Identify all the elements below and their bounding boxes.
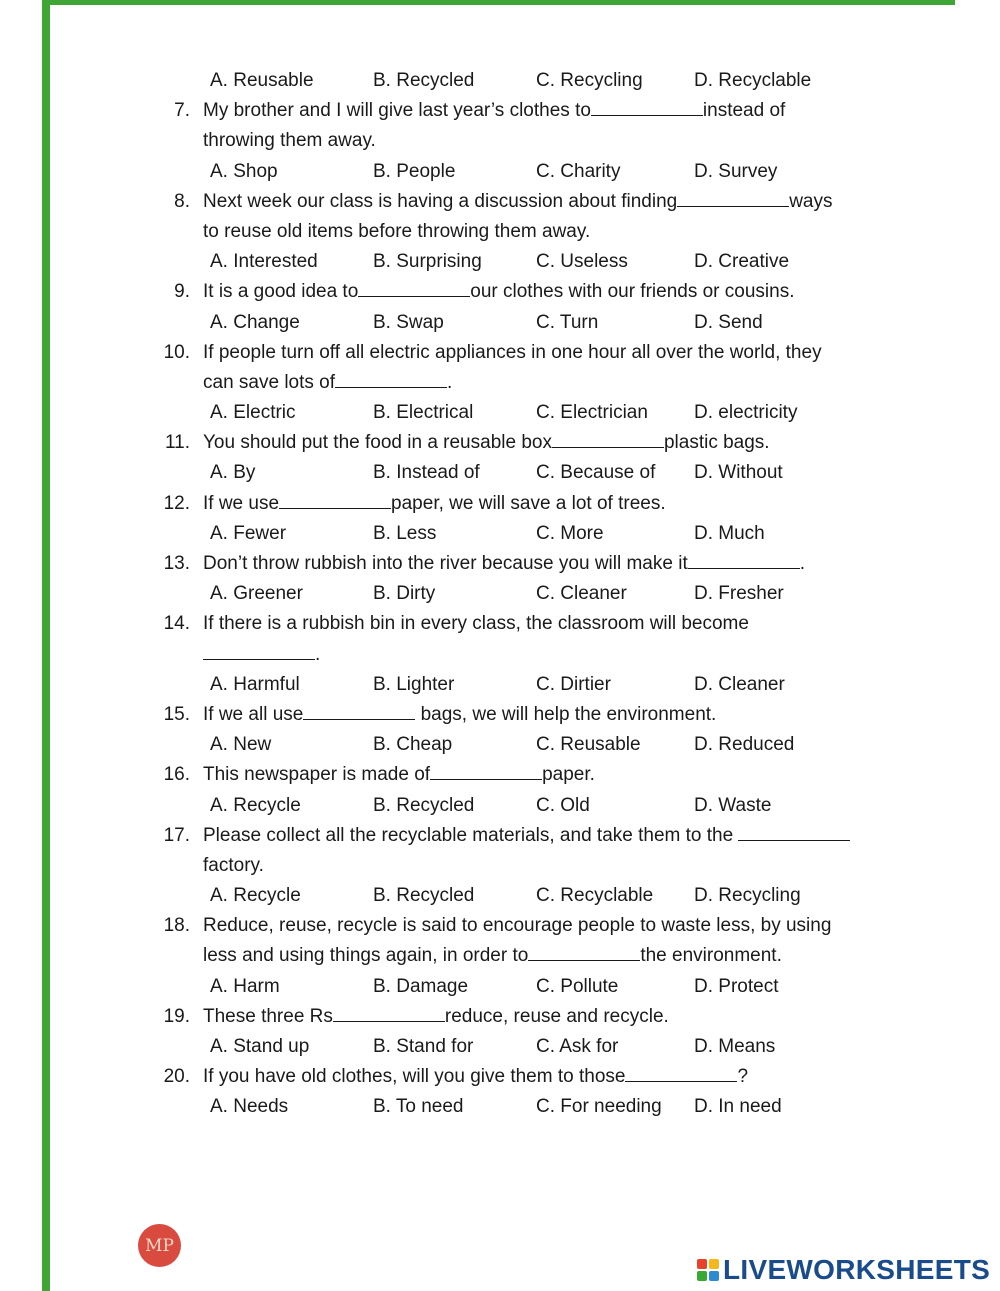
question-number: 13.	[163, 553, 190, 574]
option-a[interactable]: A. Harmful	[210, 673, 300, 695]
option-d[interactable]: D. Protect	[694, 975, 779, 997]
option-a[interactable]: A. Needs	[210, 1096, 289, 1118]
option-c[interactable]: C. For needing	[536, 1096, 662, 1118]
option-a[interactable]: A. Recycle	[210, 794, 301, 816]
question-line	[0, 1002, 1000, 1032]
option-d[interactable]: D. Survey	[694, 160, 778, 182]
question-line	[0, 126, 1000, 156]
question-text: Don’t throw rubbish into the river because you will make it .	[203, 549, 805, 579]
question-text: If people turn off all electric appliances in one hour all over the world, they	[203, 341, 822, 363]
option-b[interactable]: B. Less	[373, 522, 437, 544]
option-c[interactable]: C. More	[536, 522, 604, 544]
question-number: 14.	[163, 613, 190, 635]
question-text: less and using things again, in order to the environment.	[203, 941, 782, 971]
option-d[interactable]: D. Recycling	[694, 885, 801, 907]
option-b[interactable]: B. Instead of	[373, 462, 480, 484]
answer-blank[interactable]	[591, 97, 703, 116]
option-d[interactable]: D. Much	[694, 522, 765, 544]
liveworksheets-logo	[697, 1254, 990, 1286]
option-a[interactable]: A. Fewer	[210, 522, 287, 544]
option-c[interactable]: C. Old	[536, 794, 590, 816]
option-d[interactable]: D. Fresher	[694, 583, 784, 605]
question-number: 12.	[163, 492, 190, 514]
question-line	[0, 187, 1000, 217]
option-b[interactable]: B. To need	[373, 1096, 464, 1118]
option-d[interactable]: D. Reduced	[694, 734, 795, 756]
options-row	[0, 398, 1000, 428]
option-b[interactable]: B. Stand for	[373, 1036, 474, 1057]
question-line	[0, 760, 1000, 790]
question-line	[0, 368, 1000, 398]
option-a[interactable]: A. Harm	[210, 975, 280, 997]
options-row	[0, 972, 1000, 1002]
options-row	[0, 791, 1000, 821]
answer-blank[interactable]	[625, 1063, 737, 1082]
option-a[interactable]: A. Recycle	[210, 885, 301, 907]
option-c[interactable]: C. Recyclable	[536, 885, 654, 907]
question-number: 7.	[174, 100, 190, 122]
question-number: 15.	[163, 703, 190, 725]
option-c[interactable]: C. Recycling	[536, 70, 643, 91]
answer-blank[interactable]	[528, 942, 640, 961]
option-a[interactable]: A. Greener	[210, 583, 303, 605]
options-row	[0, 1032, 1000, 1062]
option-c[interactable]: C. Ask for	[536, 1036, 619, 1057]
option-b[interactable]: B. Lighter	[373, 673, 455, 695]
question-text: It is a good idea to our clothes with our friends or cousins.	[203, 277, 795, 307]
option-b[interactable]: B. Electrical	[373, 402, 474, 424]
question-number: 8.	[174, 190, 190, 212]
answer-blank[interactable]	[279, 490, 391, 509]
brand-name: LIVEWORKSHEETS	[723, 1254, 991, 1285]
option-c[interactable]: C. Turn	[536, 311, 599, 333]
option-d[interactable]: D. Waste	[694, 794, 772, 816]
question-text: .	[203, 640, 320, 670]
option-b[interactable]: B. Cheap	[373, 734, 453, 756]
options-row	[0, 66, 1000, 96]
option-c[interactable]: C. Electrician	[536, 402, 648, 424]
option-b[interactable]: B. Surprising	[373, 251, 482, 273]
options-row	[0, 1092, 1000, 1122]
option-b[interactable]: B. Swap	[373, 311, 444, 333]
question-line	[0, 428, 1000, 458]
option-d[interactable]: D. Creative	[694, 251, 790, 273]
question-text: My brother and I will give last year’s clothes to instead of	[203, 96, 785, 126]
question-number: 16.	[163, 764, 190, 786]
question-text: factory.	[203, 854, 264, 876]
answer-blank[interactable]	[677, 188, 789, 207]
question-text: If you have old clothes, will you give them to those ?	[203, 1062, 748, 1092]
answer-blank[interactable]	[430, 761, 542, 780]
question-text: to reuse old items before throwing them away.	[203, 220, 591, 242]
option-a[interactable]: A. Reusable	[210, 70, 314, 91]
answer-blank[interactable]	[358, 278, 470, 297]
answer-blank[interactable]	[303, 701, 415, 720]
question-number: 19.	[163, 1005, 190, 1027]
question-line	[0, 941, 1000, 971]
question-text: If there is a rubbish bin in every class, the classroom will become	[203, 613, 749, 635]
options-row	[0, 881, 1000, 911]
question-line	[0, 911, 1000, 941]
question-line	[0, 217, 1000, 247]
answer-blank[interactable]	[552, 429, 664, 448]
option-d[interactable]: D. In need	[694, 1096, 782, 1118]
mp-logo: MP	[138, 1224, 181, 1267]
options-row	[0, 157, 1000, 187]
question-line	[0, 338, 1000, 368]
question-number: 11.	[164, 432, 190, 454]
question-line	[0, 96, 1000, 126]
page-top-border	[42, 0, 955, 5]
option-d[interactable]: D. Send	[694, 311, 763, 333]
options-row	[0, 308, 1000, 338]
question-number: 20.	[163, 1066, 190, 1088]
option-c[interactable]: C. Cleaner	[536, 583, 627, 605]
option-b[interactable]: B. People	[373, 160, 456, 182]
question-line	[0, 277, 1000, 307]
question-number: 9.	[174, 281, 190, 303]
option-c[interactable]: C. Pollute	[536, 975, 619, 997]
question-text: These three Rs reduce, reuse and recycle.	[203, 1002, 669, 1032]
options-row	[0, 519, 1000, 549]
option-a[interactable]: A. By	[210, 462, 256, 484]
question-number: 18.	[163, 915, 190, 937]
option-c[interactable]: C. Useless	[536, 251, 628, 273]
question-line	[0, 640, 1000, 670]
option-a[interactable]: A. Change	[210, 311, 300, 333]
options-row	[0, 247, 1000, 277]
answer-blank[interactable]	[688, 550, 800, 569]
options-row	[0, 579, 1000, 609]
option-a[interactable]: A. Stand up	[210, 1036, 310, 1057]
option-c[interactable]: C. Charity	[536, 160, 621, 182]
option-b[interactable]: B. Recycled	[373, 70, 475, 91]
options-row	[0, 458, 1000, 488]
question-text: Reduce, reuse, recycle is said to encourage people to waste less, by using	[203, 915, 832, 937]
options-row	[0, 730, 1000, 760]
option-d[interactable]: D. Cleaner	[694, 673, 785, 695]
question-text: Please collect all the recyclable materials, and take them to the	[203, 821, 850, 851]
question-line	[0, 821, 1000, 851]
option-a[interactable]: A. Electric	[210, 402, 296, 424]
question-text: Next week our class is having a discussion about finding ways	[203, 187, 833, 217]
question-number: 17.	[163, 824, 190, 846]
option-a[interactable]: A. New	[210, 734, 272, 756]
liveworksheets-icon	[697, 1259, 719, 1281]
question-line	[0, 1062, 1000, 1092]
option-b[interactable]: B. Damage	[373, 975, 469, 997]
option-c[interactable]: C. Dirtier	[536, 673, 611, 695]
option-b[interactable]: B. Recycled	[373, 794, 475, 816]
option-d[interactable]: D. Recyclable	[694, 70, 812, 91]
question-text: can save lots of .	[203, 368, 452, 398]
answer-blank[interactable]	[738, 822, 850, 841]
option-c[interactable]: C. Because of	[536, 462, 656, 484]
question-line	[0, 609, 1000, 639]
option-d[interactable]: D. Without	[694, 462, 783, 484]
option-b[interactable]: B. Dirty	[373, 583, 436, 605]
question-line	[0, 700, 1000, 730]
question-number: 10.	[163, 341, 190, 363]
option-c[interactable]: C. Reusable	[536, 734, 641, 756]
answer-blank[interactable]	[333, 1003, 445, 1022]
question-text: If we use paper, we will save a lot of trees.	[203, 489, 666, 519]
question-line	[0, 489, 1000, 519]
question-text: throwing them away.	[203, 130, 376, 152]
options-row	[0, 670, 1000, 700]
option-a[interactable]: A. Interested	[210, 251, 318, 273]
answer-blank[interactable]	[335, 369, 447, 388]
question-line	[0, 549, 1000, 579]
question-text: You should put the food in a reusable box plastic bags.	[203, 428, 770, 458]
option-b[interactable]: B. Recycled	[373, 885, 475, 907]
worksheet	[0, 66, 1000, 1123]
question-line	[0, 851, 1000, 881]
question-text: This newspaper is made of paper.	[203, 760, 595, 790]
option-a[interactable]: A. Shop	[210, 160, 278, 182]
question-text: If we all use bags, we will help the environment.	[203, 700, 716, 730]
option-d[interactable]: D. Means	[694, 1036, 776, 1057]
answer-blank[interactable]	[203, 641, 315, 660]
option-d[interactable]: D. electricity	[694, 402, 798, 424]
